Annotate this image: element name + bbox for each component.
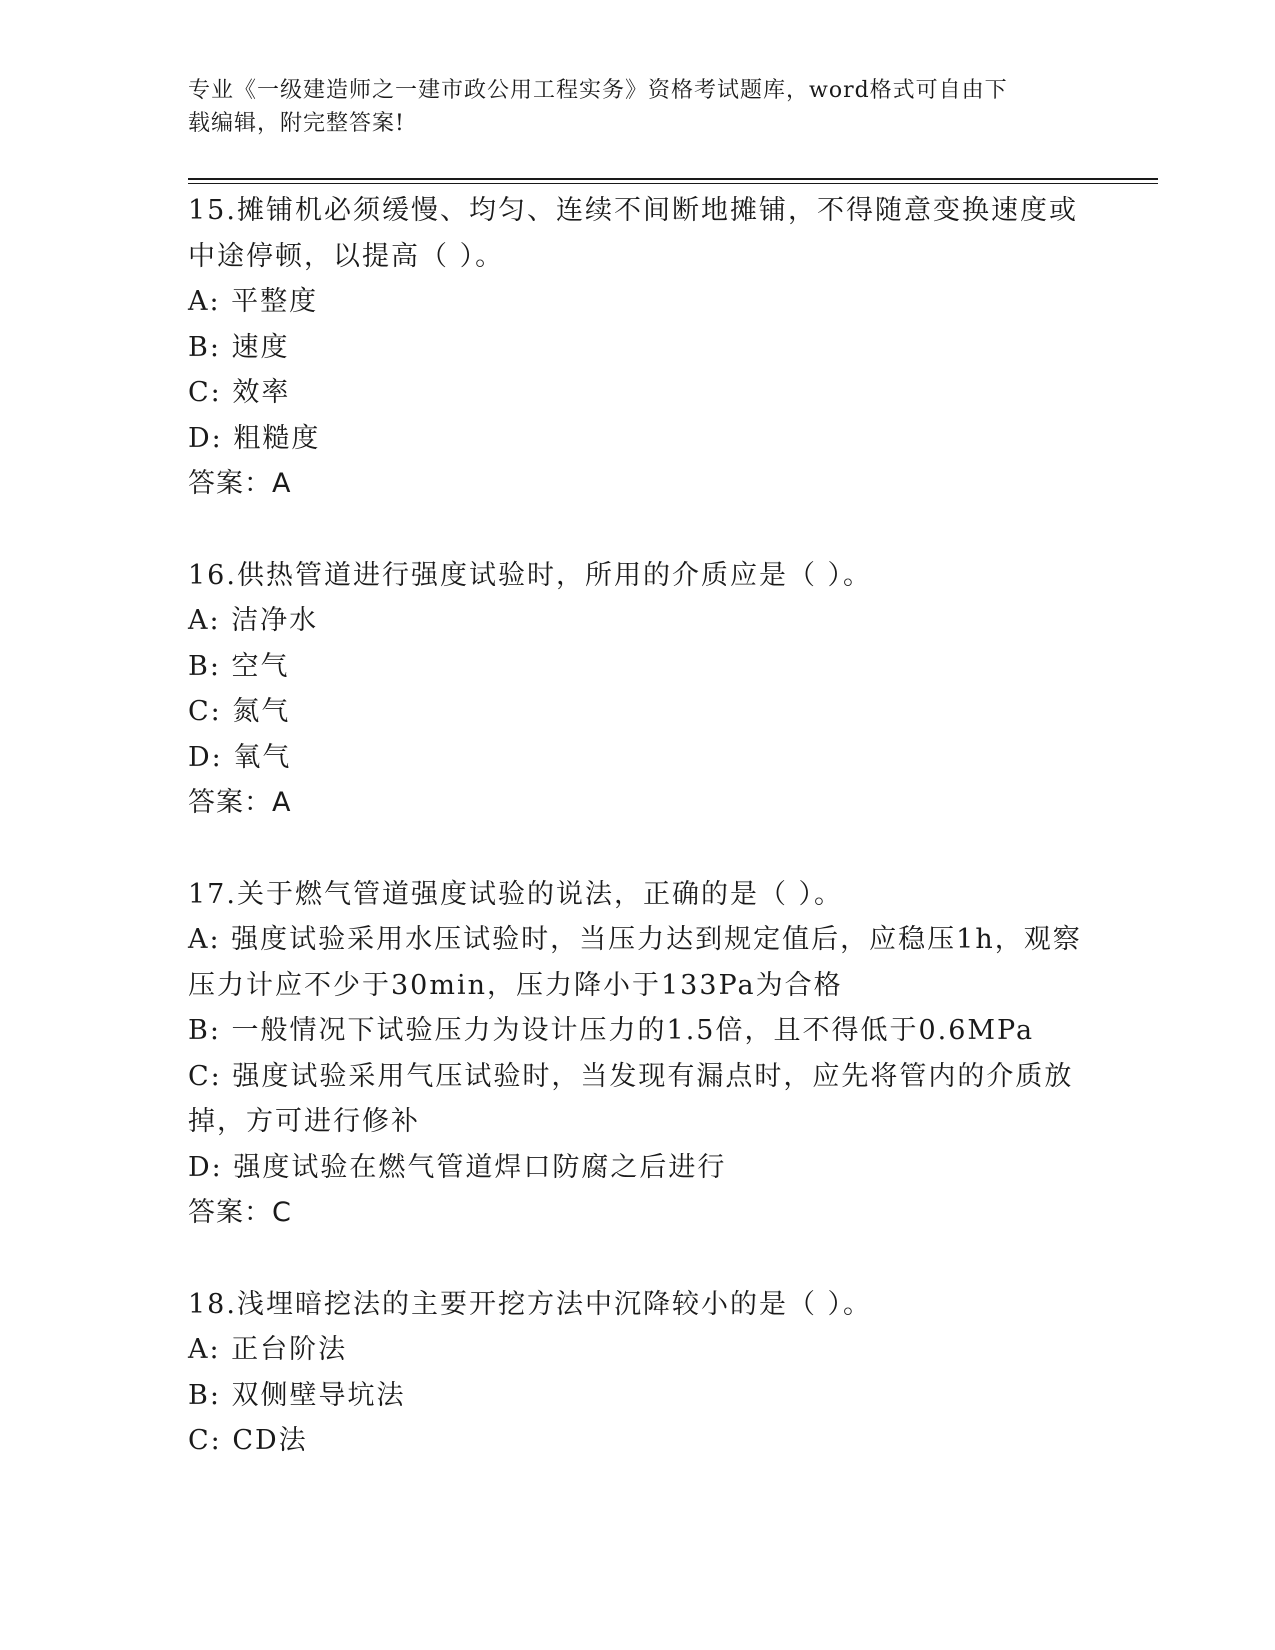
document-header: [188, 74, 1068, 140]
option-a: A: 平整度: [188, 286, 319, 317]
question-list: [188, 188, 1088, 1510]
question-16: [188, 553, 1088, 826]
option-b: B: 空气: [188, 650, 290, 682]
option-c: C: 氮气: [188, 696, 291, 727]
question-stem: 15.摊铺机必须缓慢、均匀、连续不间断地摊铺，不得随意变换速度或: [188, 195, 1078, 226]
option-c-continued: 掉，方可进行修补: [188, 1106, 420, 1137]
option-d: D: 强度试验在燃气管道焊口防腐之后进行: [188, 1151, 727, 1183]
option-d: D: 氧气: [188, 741, 292, 773]
question-15: [188, 188, 1088, 507]
answer-label: 答案：A: [188, 468, 292, 499]
question-stem: 16.供热管道进行强度试验时，所用的介质应是（ ）。: [188, 559, 873, 591]
question-stem: 17.关于燃气管道强度试验的说法，正确的是（ ）。: [188, 878, 844, 910]
option-a-continued: 压力计应不少于30min，压力降小于133Pa为合格: [188, 969, 843, 1001]
question-stem: 18.浅埋暗挖法的主要开挖方法中沉降较小的是（ ）。: [188, 1288, 873, 1320]
header-line-1: 专业《一级建造师之一建市政公用工程实务》资格考试题库，word格式可自由下: [188, 78, 1008, 103]
document-page: [188, 0, 1158, 1650]
option-d: D: 粗糙度: [188, 422, 321, 454]
option-b: B: 一般情况下试验压力为设计压力的1.5倍，且不得低于0.6MPa: [188, 1015, 1035, 1046]
option-b: B: 速度: [188, 331, 290, 363]
header-line-2: 载编辑，附完整答案!: [188, 111, 405, 136]
question-stem: 中途停顿，以提高（ ）。: [188, 240, 505, 272]
option-a: A: 强度试验采用水压试验时，当压力达到规定值后，应稳压1h，观察: [188, 924, 1082, 955]
question-18: [188, 1282, 1088, 1464]
header-divider-thick: [188, 178, 1158, 180]
answer-label: 答案：C: [188, 1197, 292, 1228]
option-a: A: 正台阶法: [188, 1334, 348, 1365]
answer-label: 答案：A: [188, 787, 292, 818]
option-a: A: 洁净水: [188, 605, 319, 636]
header-divider-thin: [188, 183, 1158, 184]
option-c: C: 效率: [188, 377, 291, 408]
option-b: B: 双侧壁导坑法: [188, 1379, 406, 1411]
option-c: C: CD法: [188, 1425, 308, 1456]
option-c: C: 强度试验采用气压试验时，当发现有漏点时，应先将管内的介质放: [188, 1060, 1074, 1092]
question-17: [188, 872, 1088, 1236]
